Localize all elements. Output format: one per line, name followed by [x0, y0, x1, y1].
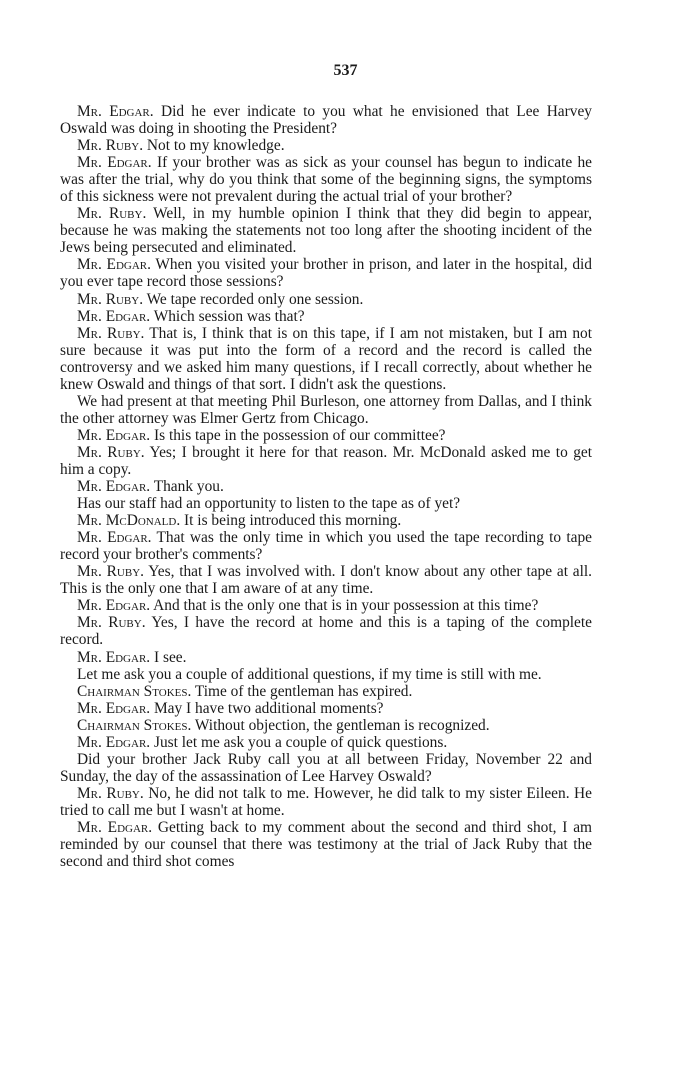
paragraph-text: Did he ever indicate to you what he envisioned that Lee Harvey Oswald was doing in shooting the President?: [60, 103, 592, 138]
paragraph-text: Just let me ask you a couple of quick questions.: [150, 733, 448, 751]
speaker-label: Mr. Edgar.: [77, 733, 151, 751]
speaker-label: Mr. Ruby.: [77, 205, 147, 223]
speaker-label: Mr. Edgar.: [77, 256, 151, 274]
speaker-label: Mr. Edgar.: [77, 478, 151, 496]
transcript-paragraph: [60, 308, 592, 325]
transcript-paragraph: [60, 495, 592, 512]
paragraph-text: Is this tape in the possession of our committee?: [150, 426, 446, 444]
speaker-label: Mr. Edgar.: [77, 103, 154, 120]
transcript-paragraph: [60, 734, 592, 751]
transcript-paragraph: [60, 666, 592, 683]
paragraph-text: Did your brother Jack Ruby call you at all between Friday, November 22 and Sunday, the day of the assassination of Lee Harvey Oswald?: [60, 750, 592, 785]
transcript-paragraph: [60, 291, 592, 308]
transcript-paragraph: [60, 649, 592, 666]
transcript-paragraph: [60, 393, 592, 427]
speaker-label: Chairman Stokes.: [77, 716, 192, 734]
transcript-paragraph: [60, 683, 592, 700]
speaker-label: Mr. Ruby.: [77, 784, 144, 802]
speaker-label: Mr. Edgar.: [77, 154, 152, 172]
paragraph-text: May I have two additional moments?: [150, 699, 384, 717]
paragraph-text: If your brother was as sick as your counsel has begun to indicate he was after the trial, why do you think that some of the beginning signs, the symptoms of this sickness were not prevalent during the actual trial of your brother?: [60, 154, 593, 206]
paragraph-text: Time of the gentleman has expired.: [191, 682, 413, 700]
paragraph-text: Thank you.: [150, 478, 224, 496]
speaker-label: Mr. Ruby.: [77, 137, 144, 155]
transcript-paragraph: [60, 614, 592, 648]
paragraph-text: We tape recorded only one session.: [143, 290, 364, 308]
transcript-paragraph: [60, 154, 592, 205]
paragraph-text: Yes; I brought it here for that reason. Mr. McDonald asked me to get him a copy.: [60, 443, 592, 478]
speaker-label: Mr. Edgar.: [77, 699, 151, 717]
speaker-label: Mr. McDonald.: [77, 512, 181, 530]
paragraph-text: That was the only time in which you used the tape recording to tape record your brother's comments?: [60, 529, 592, 564]
paragraph-text: Well, in my humble opinion I think that they did begin to appear, because he was making the statements not too long after the shooting incident of the Jews being persecuted and eliminated.: [60, 205, 592, 257]
paragraph-text: Let me ask you a couple of additional questions, if my time is still with me.: [77, 665, 542, 683]
speaker-label: Mr. Ruby.: [77, 563, 144, 581]
transcript-paragraph: [60, 444, 592, 478]
paragraph-text: I see.: [150, 648, 187, 666]
speaker-label: Mr. Edgar.: [77, 597, 151, 615]
speaker-label: Mr. Edgar.: [77, 307, 151, 325]
transcript-paragraph: [60, 478, 592, 495]
paragraph-text: No, he did not talk to me. However, he did talk to my sister Eileen. He tried to call me but I wasn't at home.: [60, 784, 592, 819]
transcript-paragraph: [60, 751, 592, 785]
paragraph-text: Not to my knowledge.: [143, 137, 285, 155]
transcript-paragraph: [60, 137, 592, 154]
paragraph-text: That is, I think that is on this tape, if I am not mistaken, but I am not sure because it was put into the form of a record and the record is called the controversy and we asked him many questions, if I recall correctly, about whether he knew Oswald and things of that sort. I didn't ask the questions.: [60, 324, 592, 393]
transcript-paragraph: [60, 785, 592, 819]
transcript-paragraph: [60, 427, 592, 444]
transcript-paragraph: [60, 205, 592, 256]
transcript-paragraph: [60, 700, 592, 717]
speaker-label: Mr. Ruby.: [77, 614, 146, 632]
paragraph-text: Which session was that?: [150, 307, 305, 325]
paragraph-text: And that is the only one that is in your possession at this time?: [150, 597, 539, 615]
paragraph-text: Yes, I have the record at home and this is a taping of the complete record.: [60, 614, 592, 649]
speaker-label: Chairman Stokes.: [77, 682, 192, 700]
speaker-label: Mr. Ruby.: [77, 290, 144, 308]
transcript-body: [60, 103, 592, 870]
transcript-paragraph: [60, 325, 592, 393]
speaker-label: Mr. Edgar.: [77, 818, 153, 836]
paragraph-text: We had present at that meeting Phil Burleson, one attorney from Dallas, and I think the other attorney was Elmer Gertz from Chicago.: [60, 392, 592, 427]
paragraph-text: Yes, that I was involved with. I don't know about any other tape at all. This is the only one that I am aware of at any time.: [60, 563, 592, 598]
transcript-paragraph: [60, 529, 592, 563]
speaker-label: Mr. Edgar.: [77, 529, 152, 547]
paragraph-text: Getting back to my comment about the second and third shot, I am reminded by our counsel that there was testimony at the trial of Jack Ruby that the second and third shot comes: [60, 818, 592, 871]
transcript-paragraph: [60, 717, 592, 734]
transcript-paragraph: [60, 256, 592, 290]
speaker-label: Mr. Edgar.: [77, 648, 151, 666]
transcript-paragraph: [60, 563, 592, 597]
transcript-paragraph: [60, 819, 592, 870]
paragraph-text: It is being introduced this morning.: [180, 512, 402, 530]
transcript-paragraph: [60, 597, 592, 614]
transcript-paragraph: [60, 512, 592, 529]
paragraph-text: Without objection, the gentleman is recognized.: [191, 716, 490, 734]
transcript-paragraph: [60, 103, 592, 137]
speaker-label: Mr. Ruby.: [77, 324, 145, 342]
speaker-label: Mr. Ruby.: [77, 443, 145, 461]
page-number: 537: [333, 62, 358, 79]
paragraph-text: When you visited your brother in prison, and later in the hospital, did you ever tape record those sessions?: [60, 256, 592, 291]
speaker-label: Mr. Edgar.: [77, 426, 151, 444]
paragraph-text: Has our staff had an opportunity to listen to the tape as of yet?: [77, 495, 461, 513]
